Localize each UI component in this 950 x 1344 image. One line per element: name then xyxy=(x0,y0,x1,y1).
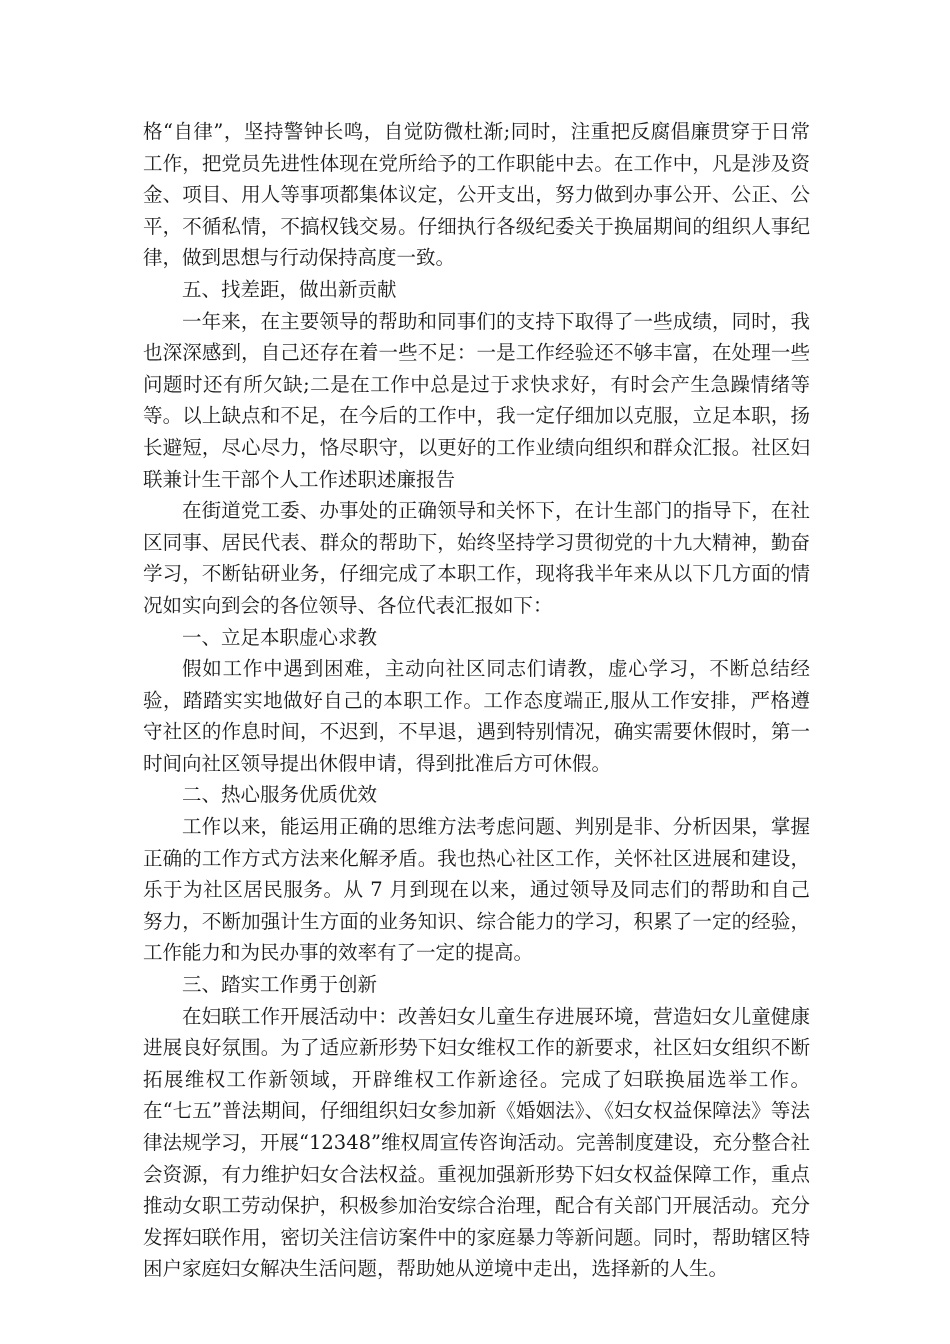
document-body xyxy=(143,116,810,1285)
paragraph-continuation: 格“自律”，坚持警钟长鸣，自觉防微杜渐;同时，注重把反腐倡廉贯穿于日常工作，把党员先进性体现在党所给予的工作职能中去。在工作中，凡是涉及资金、项目、用人等事项都集体议定，公开支出，努力做到办事公开、公正、公平，不循私情，不搞权钱交易。仔细执行各级纪委关于换届期间的组织人事纪律，做到思想与行动保持高度一致。 xyxy=(143,120,810,270)
paragraph: 在街道党工委、办事处的正确领导和关怀下，在计生部门的指导下，在社区同事、居民代表、群众的帮助下，始终坚持学习贯彻党的十九大精神，勤奋学习，不断钻研业务，仔细完成了本职工作，现将我半年来从以下几方面的情况如实向到会的各位领导、各位代表汇报如下： xyxy=(143,499,810,617)
paragraph: 假如工作中遇到困难，主动向社区同志们请教，虚心学习，不断总结经验，踏踏实实地做好自己的本职工作。工作态度端正,服从工作安排，严格遵守社区的作息时间，不迟到，不早退，遇到特别情况，确实需要休假时，第一时间向社区领导提出休假申请，得到批准后方可休假。 xyxy=(143,657,810,775)
section-heading-2: 二、热心服务优质优效 xyxy=(182,783,378,807)
section-heading-3: 三、踏实工作勇于创新 xyxy=(182,973,378,997)
paragraph: 在妇联工作开展活动中：改善妇女儿童生存进展环境，营造妇女儿童健康进展良好氛围。为了适应新形势下妇女维权工作的新要求，社区妇女组织不断拓展维权工作新领域，开辟维权工作新途径。完成了妇联换届选举工作。在“七五”普法期间，仔细组织妇女参加新《婚姻法》、《妇女权益保障法》等法律法规学习，开展“12348”维权周宣传咨询活动。完善制度建设，充分整合社会资源，有力维护妇女合法权益。重视加强新形势下妇女权益保障工作，重点推动女职工劳动保护，积极参加治安综合治理，配合有关部门开展活动。充分发挥妇联作用，密切关注信访案件中的家庭暴力等新问题。同时，帮助辖区特困户家庭妇女解决生活问题，帮助她从逆境中走出，选择新的人生。 xyxy=(143,1004,810,1281)
section-heading-1: 一、立足本职虚心求教 xyxy=(182,625,378,649)
paragraph: 一年来，在主要领导的帮助和同事们的支持下取得了一些成绩，同时，我也深深感到，自己还存在着一些不足：一是工作经验还不够丰富，在处理一些问题时还有所欠缺;二是在工作中总是过于求快求好，有时会产生急躁情绪等等。以上缺点和不足，在今后的工作中，我一定仔细加以克服，立足本职，扬长避短，尽心尽力，恪尽职守，以更好的工作业绩向组织和群众汇报。社区妇联兼计生干部个人工作述职述廉报告 xyxy=(143,309,810,491)
paragraph: 工作以来，能运用正确的思维方法考虑问题、判别是非、分析因果，掌握正确的工作方式方法来化解矛盾。我也热心社区工作，关怀社区进展和建设，乐于为社区居民服务。从 7 月到现在以来，通过领导及同志们的帮助和自己努力，不断加强计生方面的业务知识、综合能力的学习，积累了一定的经验，工作能力和为民办事的效率有了一定的提高。 xyxy=(143,815,810,965)
section-heading-5: 五、找差距，做出新贡献 xyxy=(182,277,397,301)
